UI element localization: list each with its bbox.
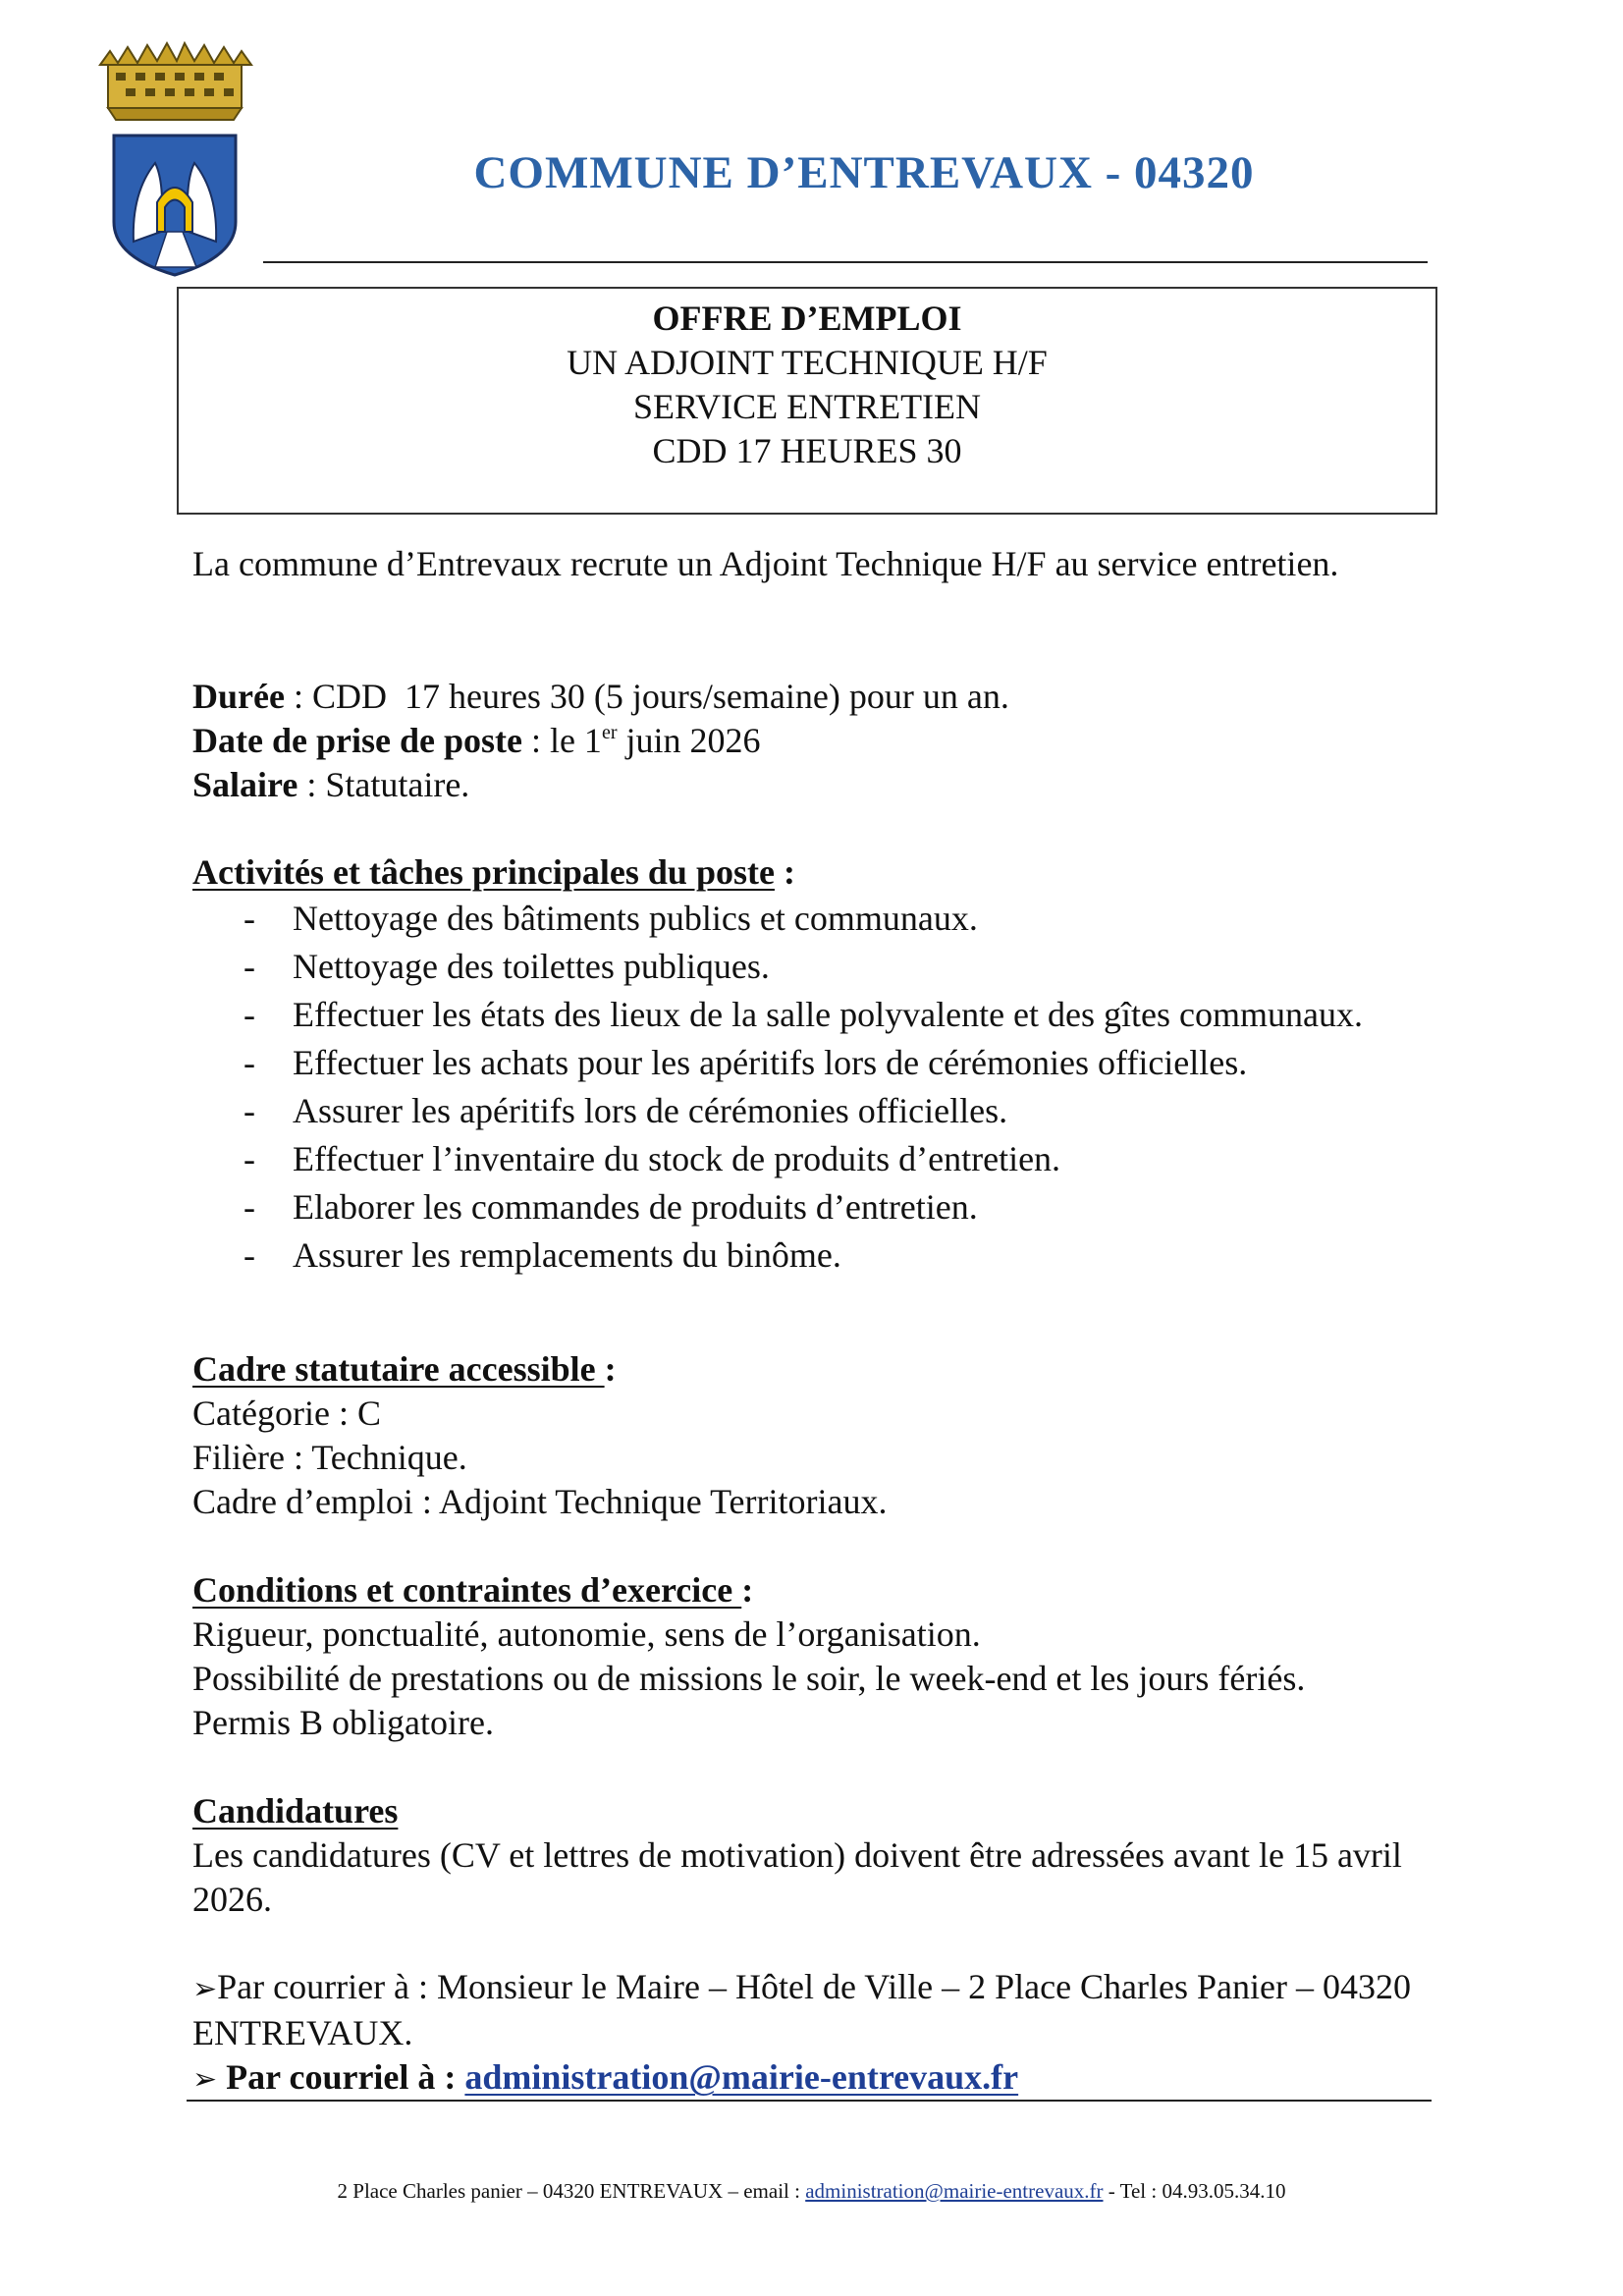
salaire-label: Salaire (192, 765, 298, 804)
offer-service: SERVICE ENTRETIEN (632, 387, 982, 426)
list-item-text: Elaborer les commandes de produits d’entretien. (293, 1187, 978, 1227)
bullet-dash: - (243, 1139, 255, 1178)
list-item (232, 1039, 1371, 1087)
list-item (232, 943, 1371, 991)
duree-line (192, 675, 1380, 719)
bullet-dash: - (243, 1187, 255, 1227)
date-prefix: : le 1 (521, 721, 602, 760)
arrow-icon: ➢ (192, 1972, 218, 2006)
bullet-dash: - (243, 995, 255, 1034)
conditions-line: Rigueur, ponctualité, autonomie, sens de l’organisation. (192, 1614, 981, 1654)
activities-heading (192, 850, 1380, 895)
list-item (232, 1135, 1371, 1183)
shield-icon (114, 136, 236, 275)
list-item-text: Nettoyage des toilettes publiques. (293, 947, 770, 986)
activities-list (232, 895, 1371, 1280)
bullet-dash: - (243, 1091, 255, 1130)
coat-of-arms-logo (86, 35, 263, 277)
cadre-heading-suffix: : (604, 1349, 617, 1389)
cadre-heading (192, 1347, 1380, 1392)
duree-value: : CDD 17 heures 30 (5 jours/semaine) pour un an. (284, 677, 1009, 716)
candidatures-heading-text: Candidatures (192, 1791, 399, 1831)
intro-paragraph: La commune d’Entrevaux recrute un Adjoint Technique H/F au service entretien. (192, 544, 1339, 583)
list-item-text: Nettoyage des bâtiments publics et communaux. (293, 899, 978, 938)
date-line (192, 719, 1380, 763)
conditions-line: Possibilité de prestations ou de missions le soir, le week-end et les jours fériés. (192, 1659, 1306, 1698)
date-sup: er (601, 722, 618, 743)
footer-divider (187, 2100, 1432, 2102)
offer-contract: CDD 17 HEURES 30 (652, 431, 962, 470)
bullet-dash: - (243, 899, 255, 938)
contact-section (192, 1965, 1430, 2102)
courrier-text: Par courrier à : Monsieur le Maire – Hôtel de Ville – 2 Place Charles Panier – 04320 ENTREVAUX. (192, 1967, 1411, 2052)
conditions-heading (192, 1568, 1430, 1613)
email-link[interactable]: administration@mairie-entrevaux.fr (464, 2057, 1019, 2097)
list-item-text: Effectuer les achats pour les apéritifs lors de cérémonies officielles. (293, 1043, 1248, 1082)
candidatures-heading (192, 1789, 1430, 1833)
filiere-line: Filière : Technique. (192, 1438, 467, 1477)
list-item (232, 991, 1371, 1039)
cadre-emploi-line: Cadre d’emploi : Adjoint Technique Territoriaux. (192, 1482, 888, 1521)
bullet-dash: - (243, 1043, 255, 1082)
categorie-line: Catégorie : C (192, 1394, 381, 1433)
title-divider (263, 261, 1428, 263)
candidatures-text: Les candidatures (CV et lettres de motivation) doivent être adressées avant le 15 avril 2026. (192, 1835, 1402, 1919)
offer-heading: OFFRE D’EMPLOI (652, 299, 962, 338)
offer-position: UN ADJOINT TECHNIQUE H/F (567, 343, 1048, 382)
footer-tel: - Tel : 04.93.05.34.10 (1103, 2179, 1286, 2203)
courriel-label: Par courriel à : (217, 2057, 465, 2097)
list-item-text: Effectuer l’inventaire du stock de produits d’entretien. (293, 1139, 1061, 1178)
arrow-icon: ➢ (192, 2062, 218, 2097)
bullet-dash: - (243, 1235, 255, 1275)
courriel-line (192, 2055, 1430, 2102)
list-item-text: Assurer les remplacements du binôme. (293, 1235, 841, 1275)
job-facts (192, 675, 1380, 807)
date-label: Date de prise de poste (192, 721, 522, 760)
courrier-line (192, 1965, 1430, 2055)
candidatures-section (192, 1789, 1430, 1922)
activities-heading-suffix: : (774, 852, 795, 892)
bullet-dash: - (243, 947, 255, 986)
salaire-line (192, 763, 1380, 807)
conditions-heading-suffix: : (741, 1570, 754, 1610)
duree-label: Durée (192, 677, 285, 716)
list-item (232, 895, 1371, 943)
salaire-value: : Statutaire. (298, 765, 470, 804)
conditions-heading-text: Conditions et contraintes d’exercice (192, 1570, 742, 1610)
list-item-text: Effectuer les états des lieux de la salle polyvalente et des gîtes communaux. (293, 995, 1363, 1034)
footer (0, 2178, 1623, 2204)
list-item (232, 1183, 1371, 1231)
conditions-line: Permis B obligatoire. (192, 1703, 494, 1742)
list-item (232, 1231, 1371, 1280)
date-suffix: juin 2026 (617, 721, 761, 760)
list-item (232, 1087, 1371, 1135)
conditions-section (192, 1568, 1430, 1745)
list-item-text: Assurer les apéritifs lors de cérémonies officielles. (293, 1091, 1008, 1130)
activities-heading-text: Activités et tâches principales du poste (192, 852, 775, 892)
commune-title: COMMUNE D’ENTREVAUX - 04320 (473, 147, 1255, 198)
footer-address: 2 Place Charles panier – 04320 ENTREVAUX – email : (337, 2179, 806, 2203)
footer-email-link[interactable]: administration@mairie-entrevaux.fr (805, 2179, 1104, 2203)
offer-box (177, 287, 1437, 515)
cadre-heading-text: Cadre statutaire accessible (192, 1349, 605, 1389)
mural-crown-icon (100, 43, 251, 120)
cadre-section (192, 1347, 1380, 1524)
